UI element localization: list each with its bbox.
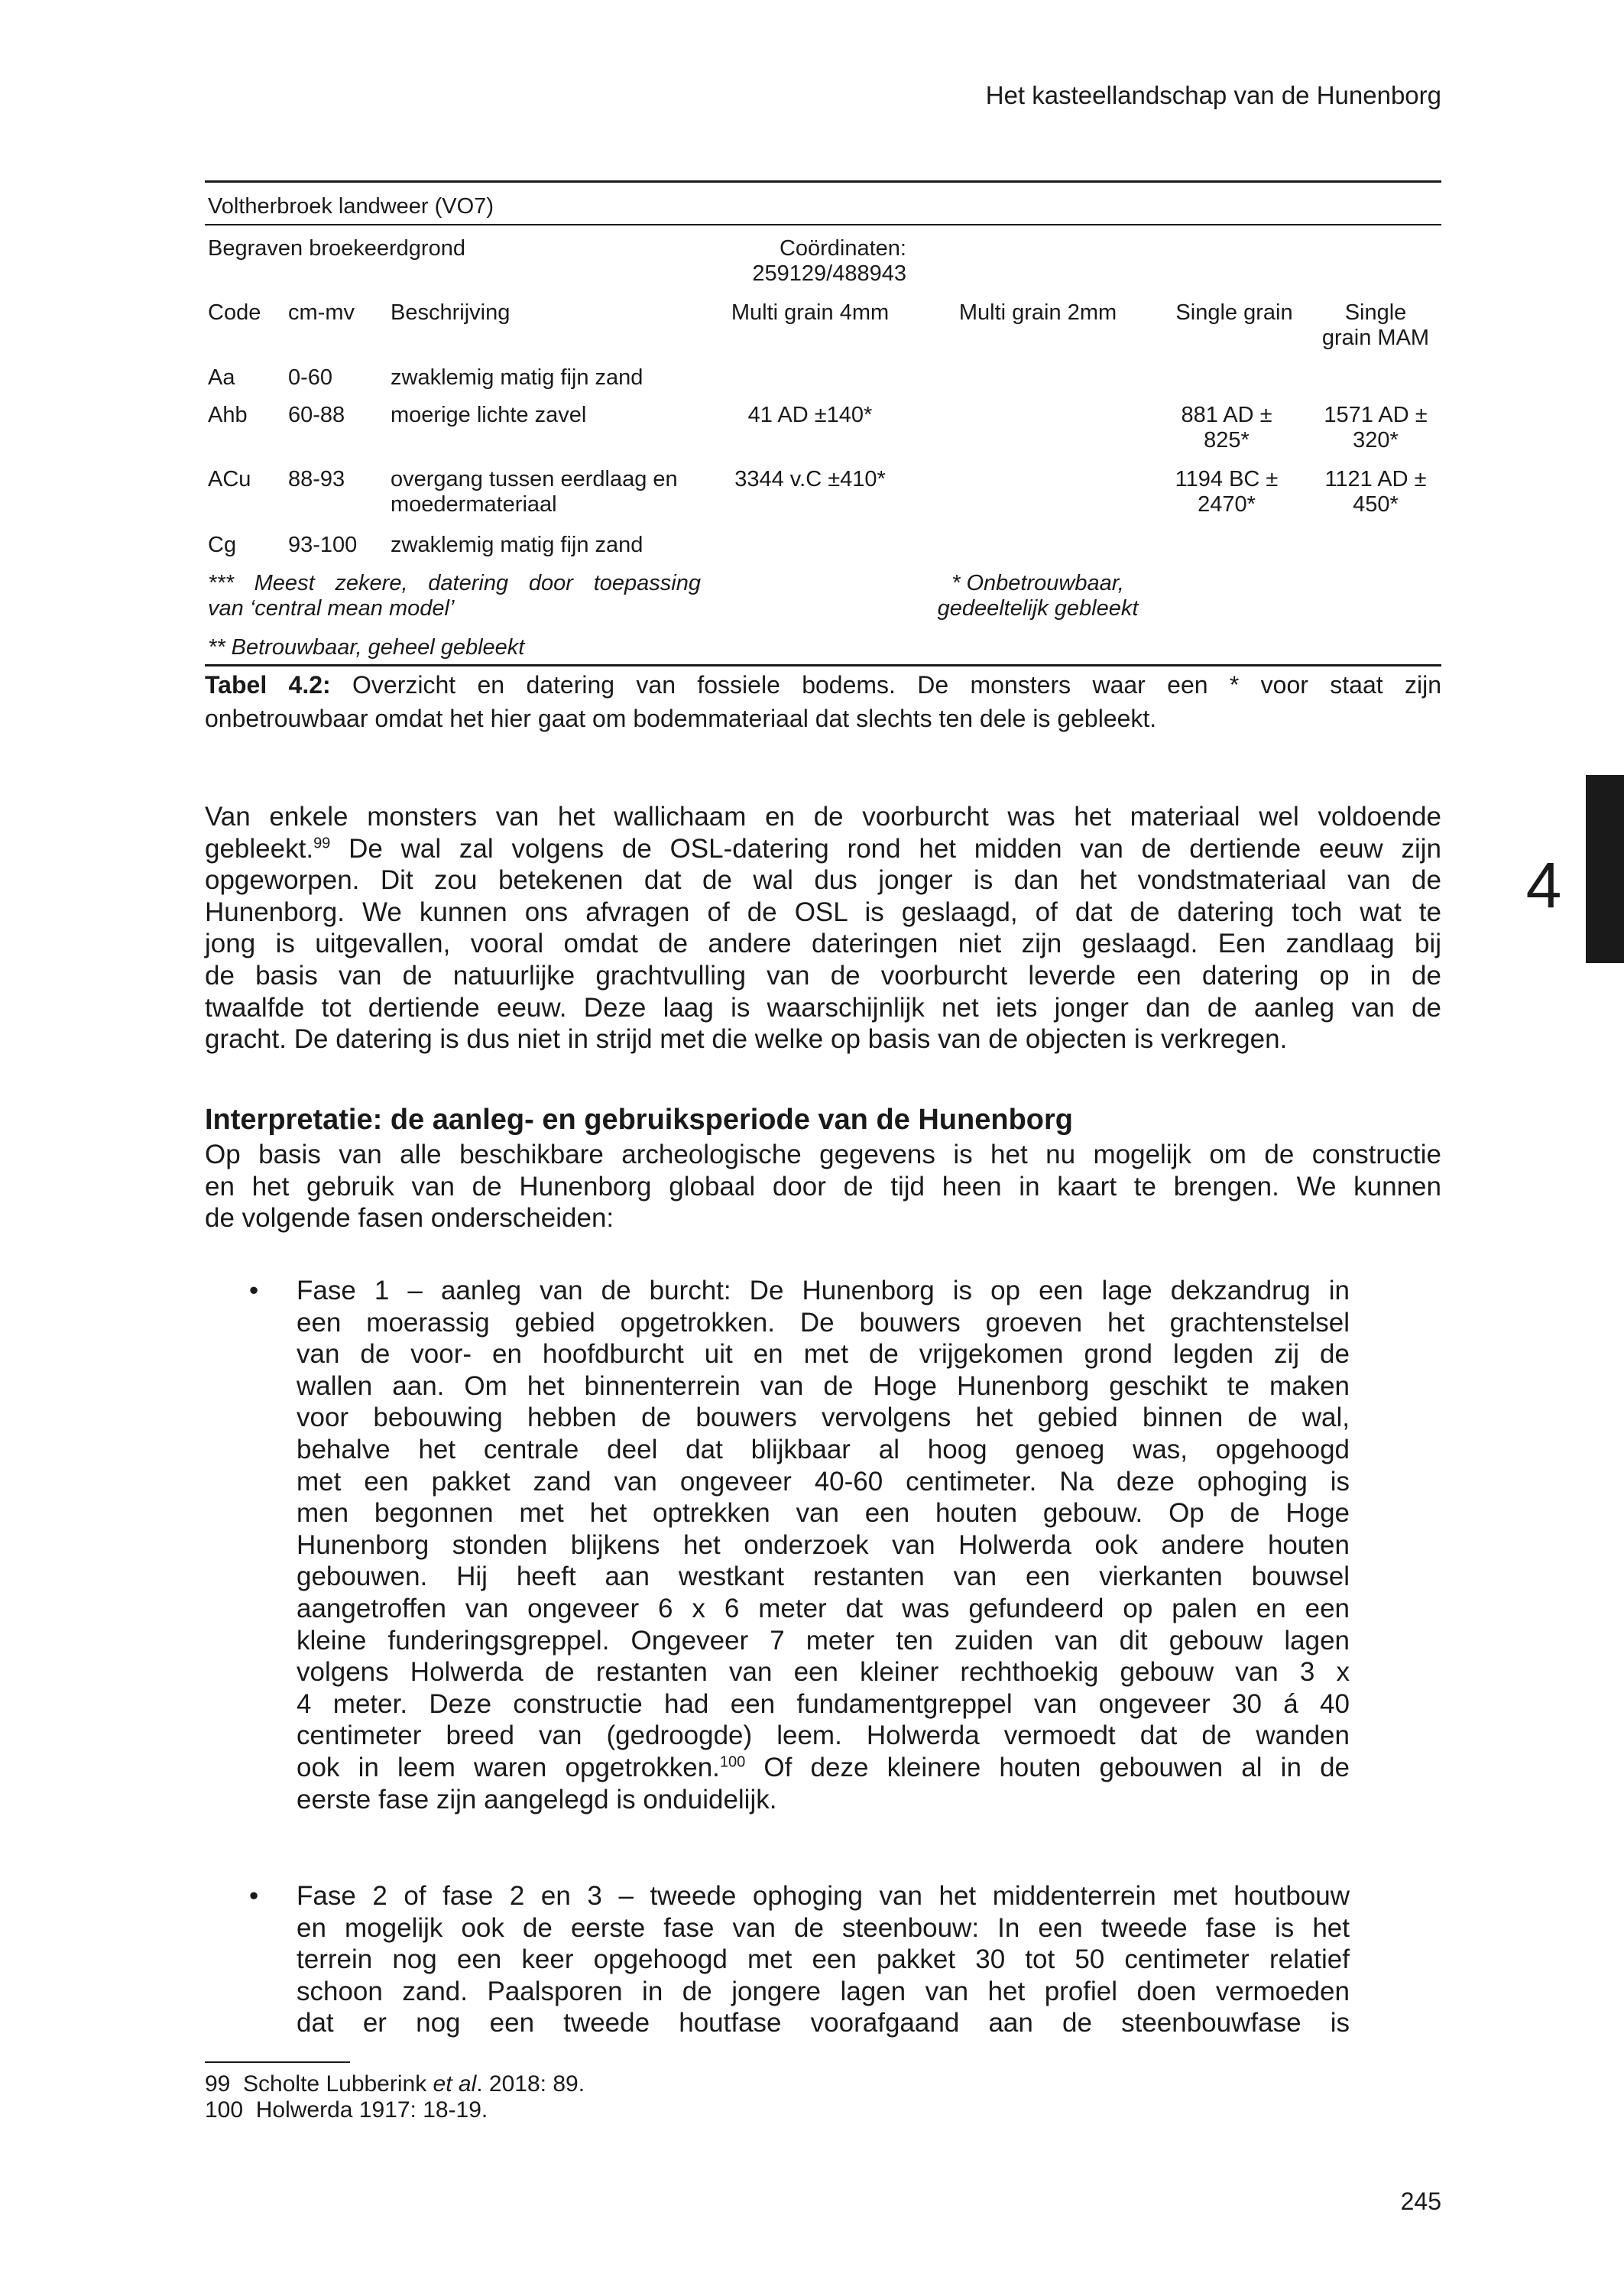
cell-code: Aa (208, 365, 235, 390)
col-header-code: Code (208, 300, 261, 325)
text-line: met een pakket zand van ongeveer 40-60 centimeter. Na deze ophoging is (297, 1466, 1350, 1497)
footnote-100 (205, 2097, 488, 2123)
text-line: men begonnen met het optrekken van een houten gebouw. Op de Hoge (297, 1498, 1350, 1529)
cell-single-grain: 1194 BC ± (1175, 467, 1279, 491)
note-triple-star-line2: van ‘central mean model’ (208, 596, 455, 621)
text-fragment: De wal zal volgens de OSL-datering rond het midden van de dertiende eeuw zijn (330, 833, 1441, 864)
cell-description: moerige lichte zavel (391, 403, 587, 427)
text-line: de basis van de natuurlijke grachtvulling van de voorburcht leverde een datering op in de (205, 960, 1441, 991)
cell-depth: 88-93 (288, 467, 345, 491)
chapter-number: 4 (1525, 849, 1562, 921)
text-line (297, 1752, 1350, 1784)
bullet-phase-1 (297, 1275, 1350, 1815)
cell-code: Cg (208, 533, 237, 557)
col-header-single-grain: Single grain (1175, 300, 1293, 325)
footnote-ref: 99 (313, 834, 331, 851)
cell-single-grain: 881 AD ± (1181, 403, 1272, 427)
col-header-depth: cm-mv (288, 300, 355, 325)
col-header-single-grain-mam: Single (1344, 300, 1407, 325)
cell-single-grain: 825* (1204, 428, 1250, 452)
cell-single-grain-mam: 320* (1353, 428, 1399, 452)
footnote-text: Holwerda 1917: 18-19. (255, 2097, 488, 2123)
cell-multi-grain-4mm: 41 AD ±140* (747, 403, 873, 427)
cell-single-grain-mam: 1121 AD ± (1324, 467, 1427, 491)
text-line: Fase 2 of fase 2 en 3 – tweede ophoging van het middenterrein met houtbouw (297, 1881, 1350, 1911)
text-line: en het gebruik van de Hunenborg globaal door de tijd heen in kaart te brengen. We kunnen (205, 1171, 1441, 1202)
table-soil-type: Begraven broekeerdgrond (208, 236, 465, 261)
table-coord-label: Coördinaten: (779, 236, 906, 261)
cell-depth: 0-60 (288, 365, 333, 390)
footnote-number: 99 (205, 2071, 231, 2097)
col-header-multi-grain-4mm: Multi grain 4mm (731, 300, 890, 325)
chapter-tab (1586, 775, 1624, 963)
cell-description: zwaklemig matig fijn zand (391, 365, 643, 390)
text-line: aangetroffen van ongeveer 6 x 6 meter dat was gefundeerd op palen en een (297, 1593, 1350, 1623)
text-line: een moerassig gebied opgetrokken. De bouwers groeven het grachtenstelsel (297, 1307, 1350, 1338)
footnote-italic: et al (433, 2071, 477, 2097)
text-line: centimeter breed van (gedroogde) leem. Holwerda vermoedt dat de wanden (297, 1721, 1350, 1751)
text-line: eerste fase zijn aangelegd is onduidelijk. (297, 1784, 777, 1815)
col-header-single-grain-mam-line2: grain MAM (1321, 326, 1430, 350)
caption-label: Tabel 4.2: (205, 671, 331, 699)
text-line: terrein nog een keer opgehoogd met een pakket 30 tot 50 centimeter relatief (297, 1944, 1350, 1975)
footnote-99 (205, 2071, 585, 2097)
text-line: 4 meter. Deze constructie had een fundamentgreppel van ongeveer 30 á 40 (297, 1688, 1350, 1719)
text-line: voor bebouwing hebben de bouwers vervolgens het gebied binnen de wal, (297, 1403, 1350, 1433)
caption-text: Overzicht en datering van fossiele bodems. De monsters waar een * voor staat zijn (352, 671, 1442, 699)
footnote-rule (205, 2061, 350, 2063)
cell-description: zwaklemig matig fijn zand (391, 533, 643, 557)
cell-description: overgang tussen eerdlaag en (391, 467, 678, 491)
table-bottom-rule (205, 664, 1441, 666)
table-caption (205, 668, 1441, 735)
text-line: schoon zand. Paalsporen in de jongere lagen van het profiel doen vermoeden (297, 1976, 1350, 2006)
text-line: en mogelijk ook de eerste fase van de steenbouw: In een tweede fase is het (297, 1912, 1350, 1943)
footnote-ref: 100 (719, 1753, 746, 1771)
table-coord-value: 259129/488943 (752, 261, 906, 286)
footnote-number: 100 (205, 2097, 244, 2123)
text-line (205, 833, 1441, 865)
text-line: gebouwen. Hij heeft aan westkant restanten van een vierkanten bouwsel (297, 1562, 1350, 1592)
footnote-text-end: . 2018: 89. (476, 2071, 585, 2097)
text-line: behalve het centrale deel dat blijkbaar al hoog genoeg was, opgehoogd (297, 1434, 1350, 1464)
text-line: dat er nog een tweede houtfase voorafgaand aan de steenbouwfase is (297, 2008, 1350, 2038)
text-line: Hunenborg. We kunnen ons afvragen of de OSL is geslaagd, of dat de datering toch wat te (205, 897, 1441, 927)
table-top-rule (205, 180, 1441, 183)
bullet-icon: • (249, 1276, 259, 1305)
cell-single-grain-mam: 450* (1353, 492, 1399, 517)
cell-code: ACu (208, 467, 251, 491)
text-line: jong is uitgevallen, vooral omdat de andere dateringen niet zijn geslaagd. Een zandlaag bij (205, 929, 1441, 959)
note-single-star-line2: gedeeltelijk gebleekt (937, 596, 1139, 621)
col-header-description: Beschrijving (391, 300, 511, 325)
bullet-icon: • (249, 1881, 259, 1911)
col-header-multi-grain-2mm: Multi grain 2mm (958, 300, 1117, 325)
caption-text-line2: onbetrouwbaar omdat het hier gaat om bodemmateriaal dat slechts ten dele is gebleekt. (205, 705, 1157, 732)
text-line: opgeworpen. Dit zou betekenen dat de wal dus jonger is dan het vondstmateriaal van de (205, 865, 1441, 896)
bullet-phase-2 (297, 1880, 1350, 2039)
text-line: gracht. De datering is dus niet in strijd met die welke op basis van de objecten is verkregen. (205, 1024, 1288, 1055)
text-line: Hunenborg stonden blijkens het onderzoek van Holwerda ook andere houten (297, 1529, 1350, 1560)
text-fragment: gebleekt. (205, 833, 314, 864)
cell-single-grain-mam: 1571 AD ± (1324, 403, 1428, 427)
note-single-star: * Onbetrouwbaar, (951, 571, 1124, 595)
cell-depth: 93-100 (288, 533, 358, 557)
footnote-text: Scholte Lubberink (243, 2071, 433, 2097)
text-line: Op basis van alle beschikbare archeologische gegevens is het nu mogelijk om de constructie (205, 1140, 1441, 1169)
text-line: volgens Holwerda de restanten van een kleiner rechthoekig gebouw van 3 x (297, 1657, 1350, 1688)
page-number: 245 (1400, 2188, 1441, 2215)
text-line: twaalfde tot dertiende eeuw. Deze laag is waarschijnlijk net iets jonger dan de aanleg van de (205, 992, 1441, 1023)
text-line: Fase 1 – aanleg van de burcht: De Hunenborg is op een lage dekzandrug in (297, 1276, 1350, 1305)
text-line: de volgende fasen onderscheiden: (205, 1203, 614, 1234)
text-line: kleine funderingsgreppel. Ongeveer 7 meter ten zuiden van dit gebouw lagen (297, 1625, 1350, 1656)
cell-code: Ahb (208, 403, 248, 427)
note-double-star: ** Betrouwbaar, geheel gebleekt (208, 635, 525, 660)
text-line: Van enkele monsters van het wallichaam en de voorburcht was het materiaal wel voldoende (205, 802, 1441, 832)
cell-description: moedermateriaal (391, 492, 557, 517)
table-title-rule (205, 224, 1441, 225)
text-line: wallen aan. Om het binnenterrein van de Hoge Hunenborg geschikt te maken (297, 1370, 1350, 1401)
cell-multi-grain-4mm: 3344 v.C ±410* (734, 467, 886, 491)
table-site-title: Voltherbroek landweer (VO7) (208, 194, 494, 219)
paragraph-intro-phases (205, 1139, 1441, 1234)
text-fragment: Of deze kleinere houten gebouwen al in de (745, 1752, 1350, 1782)
text-fragment: ook in leem waren opgetrokken. (297, 1752, 720, 1782)
cell-single-grain: 2470* (1198, 492, 1256, 517)
paragraph-osl-dating (205, 801, 1441, 1056)
cell-depth: 60-88 (288, 403, 345, 427)
section-heading: Interpretatie: de aanleg- en gebruiksperiode van de Hunenborg (205, 1104, 1073, 1136)
text-line: van de voor- en hoofdburcht uit en met de vrijgekomen grond legden zij de (297, 1339, 1350, 1370)
note-triple-star: *** Meest zekere, datering door toepassing (208, 571, 701, 595)
running-head: Het kasteellandschap van de Hunenborg (985, 81, 1441, 109)
